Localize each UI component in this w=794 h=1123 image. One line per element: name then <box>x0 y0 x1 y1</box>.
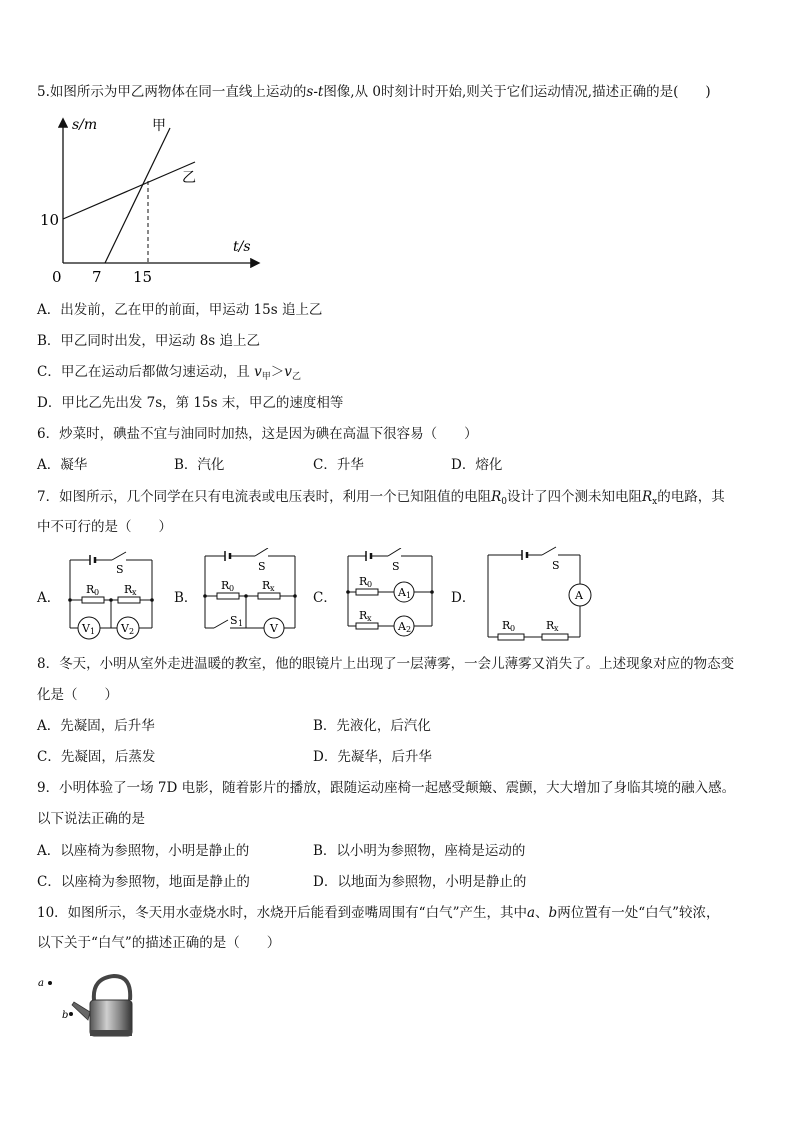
q9-option-c[interactable]: C．以座椅为参照物，地面是静止的 <box>37 874 250 890</box>
v-sub-jia: 甲 <box>261 372 271 382</box>
q5-stem-var: s-t <box>306 84 324 100</box>
svg-text:A: A <box>398 620 406 633</box>
kettle-figure <box>38 972 138 1040</box>
v-sub-yi: 乙 <box>291 372 301 382</box>
svg-text:x: x <box>554 624 559 633</box>
q5-option-a[interactable]: A．出发前，乙在甲的前面，甲运动 15s 追上乙 <box>37 302 323 318</box>
q9-option-d[interactable]: D．以地面为参照物，小明是静止的 <box>313 874 527 890</box>
svg-text:R: R <box>124 583 133 596</box>
position-b-symbol: b <box>548 905 558 921</box>
svg-text:R: R <box>221 579 230 592</box>
r0-sub: 0 <box>501 497 507 507</box>
circuit-d <box>480 545 600 645</box>
x-tick-7: 7 <box>92 268 102 286</box>
svg-text:S: S <box>116 563 124 576</box>
svg-text:S: S <box>392 560 400 573</box>
q10-stem-text: 10．如图所示，冬天用水壶烧水时，水烧开后能看到壶嘴周围有“白气”产生，其中 <box>37 905 527 921</box>
origin-label: 0 <box>52 268 62 286</box>
circuit-a <box>62 548 162 648</box>
svg-text:1: 1 <box>406 591 412 600</box>
svg-text:0: 0 <box>367 580 373 589</box>
line-jia <box>105 128 170 263</box>
q6-stem: 6．炒菜时，碘盐不宜与油同时加热，这是因为碘在高温下很容易（ ） <box>37 426 478 442</box>
gt-symbol: ＞ <box>270 364 285 380</box>
svg-text:0: 0 <box>510 624 516 633</box>
line-jia-label: 甲 <box>152 118 166 134</box>
svg-text:0: 0 <box>94 588 100 597</box>
point-b <box>69 1012 73 1016</box>
kettle-label-a: a <box>38 978 44 989</box>
q9-option-b[interactable]: B．以小明为参照物，座椅是运动的 <box>313 843 526 859</box>
q6-option-d[interactable]: D．熔化 <box>451 457 503 473</box>
svg-text:2: 2 <box>129 627 135 636</box>
x-axis-label: t/s <box>233 239 251 255</box>
q6-option-c[interactable]: C．升华 <box>313 457 364 473</box>
circuit-b <box>200 548 300 648</box>
svg-text:R: R <box>502 619 511 632</box>
svg-text:R: R <box>359 575 368 588</box>
svg-text:R: R <box>359 609 368 622</box>
svg-text:V: V <box>82 622 90 635</box>
q7-option-c[interactable]: C． <box>313 590 337 606</box>
svg-text:0: 0 <box>229 584 235 593</box>
q9-option-a[interactable]: A．以座椅为参照物，小明是静止的 <box>37 843 250 859</box>
q7-option-a[interactable]: A． <box>37 590 61 606</box>
q6-option-b[interactable]: B．汽化 <box>174 457 225 473</box>
svg-text:A: A <box>575 589 583 602</box>
position-a-symbol: a <box>526 905 536 921</box>
svg-text:A: A <box>398 586 406 599</box>
q10-sep: 、 <box>535 905 549 921</box>
q5-option-c[interactable] <box>37 362 301 387</box>
rx-symbol: R <box>642 489 653 505</box>
y-axis-label: s/m <box>72 117 98 133</box>
q8-option-c[interactable]: C．先凝固，后蒸发 <box>37 749 156 765</box>
q8-stem-line2: 化是（ ） <box>37 687 118 703</box>
q5-option-c-text: C．甲乙在运动后都做匀速运动，且 <box>37 364 250 380</box>
svg-text:S: S <box>258 560 266 573</box>
svg-text:V: V <box>121 622 129 635</box>
q7-stem-text-3: 的电路，其 <box>657 489 725 505</box>
q7-stem-line2: 中不可行的是（ ） <box>37 519 172 535</box>
q9-stem-line1: 9．小明体验了一场 7D 电影，随着影片的播放，跟随运动座椅一起感受颠簸、震颤，大大增加了身临其境的融入感。 <box>37 780 736 796</box>
q5-stem-text-2: 图像,从 0时刻计时开始,则关于它们运动情况,描述正确的是( ) <box>323 84 711 100</box>
q8-stem-line1: 8．冬天，小明从室外走进温暖的教室，他的眼镜片上出现了一层薄雾，一会儿薄雾又消失了。上述现象对应的物态变 <box>37 656 735 672</box>
line-yi-label: 乙 <box>182 170 196 186</box>
point-a <box>48 981 52 985</box>
q7-stem-text: 7．如图所示，几个同学在只有电流表或电压表时，利用一个已知阻值的电阻 <box>37 489 492 505</box>
svg-text:V: V <box>270 622 278 635</box>
y-tick-10: 10 <box>40 211 60 229</box>
svg-text:S: S <box>230 614 238 627</box>
line-yi <box>63 162 195 219</box>
q10-stem-text-2: 两位置有一处“白气”较浓， <box>557 905 720 921</box>
x-tick-15: 15 <box>133 268 153 286</box>
q5-option-b[interactable]: B．甲乙同时出发，甲运动 8s 追上乙 <box>37 333 261 349</box>
q5-st-graph <box>30 112 270 292</box>
rx-sub: x <box>652 497 658 507</box>
svg-text:1: 1 <box>238 619 244 628</box>
q5-option-d[interactable]: D．甲比乙先出发 7s，第 15s 末，甲乙的速度相等 <box>37 395 344 411</box>
q7-option-b[interactable]: B． <box>174 590 198 606</box>
q8-option-b[interactable]: B．先液化，后汽化 <box>313 718 431 734</box>
svg-text:x: x <box>132 588 137 597</box>
svg-text:R: R <box>86 583 95 596</box>
q6-option-a[interactable]: A．凝华 <box>37 457 88 473</box>
svg-text:S: S <box>552 559 560 572</box>
q9-stem-line2: 以下说法正确的是 <box>37 811 145 827</box>
q7-stem <box>37 487 725 512</box>
r0-symbol: R <box>491 489 502 505</box>
circuit-c <box>340 548 440 648</box>
q5-stem-text: 5.如图所示为甲乙两物体在同一直线上运动的 <box>37 84 307 100</box>
q10-stem-line1 <box>37 903 720 923</box>
q10-stem-line2: 以下关于“白气”的描述正确的是（ ） <box>37 935 281 951</box>
svg-text:x: x <box>367 614 372 623</box>
v-symbol-2: v <box>284 364 292 380</box>
v-symbol: v <box>254 364 262 380</box>
q7-option-d[interactable]: D． <box>451 590 476 606</box>
q8-option-d[interactable]: D．先凝华，后升华 <box>313 749 432 765</box>
q5-stem <box>37 82 711 102</box>
svg-text:x: x <box>270 584 275 593</box>
q8-option-a[interactable]: A．先凝固，后升华 <box>37 718 155 734</box>
svg-text:2: 2 <box>406 625 412 634</box>
svg-text:R: R <box>262 579 271 592</box>
svg-text:R: R <box>546 619 555 632</box>
q7-stem-text-2: 设计了四个测未知电阻 <box>507 489 642 505</box>
kettle-label-b: b <box>62 1010 69 1021</box>
svg-text:1: 1 <box>90 627 96 636</box>
